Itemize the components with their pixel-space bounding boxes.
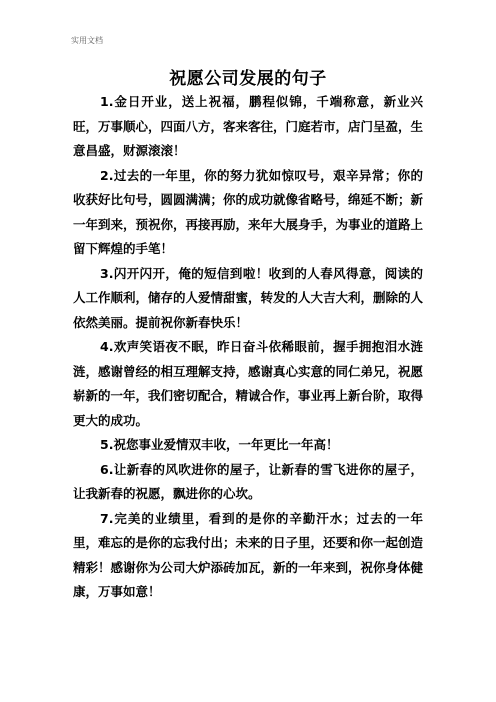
document-body — [73, 90, 423, 605]
paragraph-5: 5.祝您事业爱情双丰收，一年更比一年高！ — [100, 437, 339, 452]
paragraph-7: 7.完美的业绩里，看到的是你的辛勤汗水；过去的一年里，难忘的是你的忘我付出；未来的日子里，还要和你一起创造精彩！感谢你为公司大炉添砖加瓦，新的一年来到，祝你身体健康，万事如意！ — [73, 510, 424, 599]
page-title: 祝愿公司发展的句子 — [169, 69, 327, 89]
paragraph-6: 6.让新春的风吹进你的屋子，让新春的雪飞进你的屋子，让我新春的祝愿，飘进你的心坎。 — [73, 461, 423, 501]
paragraph-2: 2.过去的一年里，你的努力犹如惊叹号，艰辛异常；你的收获好比句号，圆圆满满；你的成功就像省略号，绵延不断；新一年到来，预祝你，再接再励，来年大展身手，为事业的道路上留下辉煌的手笔！ — [73, 167, 424, 256]
document-header-tag: 实用文档 — [71, 36, 103, 45]
paragraph-4: 4.欢声笑语夜不眠，昨日奋斗依稀眼前，握手拥抱泪水涟涟，感谢曾经的相互理解支持，感谢真心实意的同仁弟兄，祝愿崭新的一年，我们密切配合，精诚合作，事业再上新台阶，取得更大的成功。 — [73, 339, 424, 428]
paragraph-1: 1.金日开业，送上祝福，鹏程似锦，千端称意，新业兴旺，万事顺心，四面八方，客来客往，门庭若市，店门呈盈，生意昌盛，财源滚滚！ — [73, 94, 424, 158]
paragraph-3: 3.闪开闪开，俺的短信到啦！收到的人春风得意，阅读的人工作顺利，储存的人爱情甜蜜，转发的人大吉大利，删除的人依然美丽。提前祝你新春快乐！ — [73, 265, 424, 330]
